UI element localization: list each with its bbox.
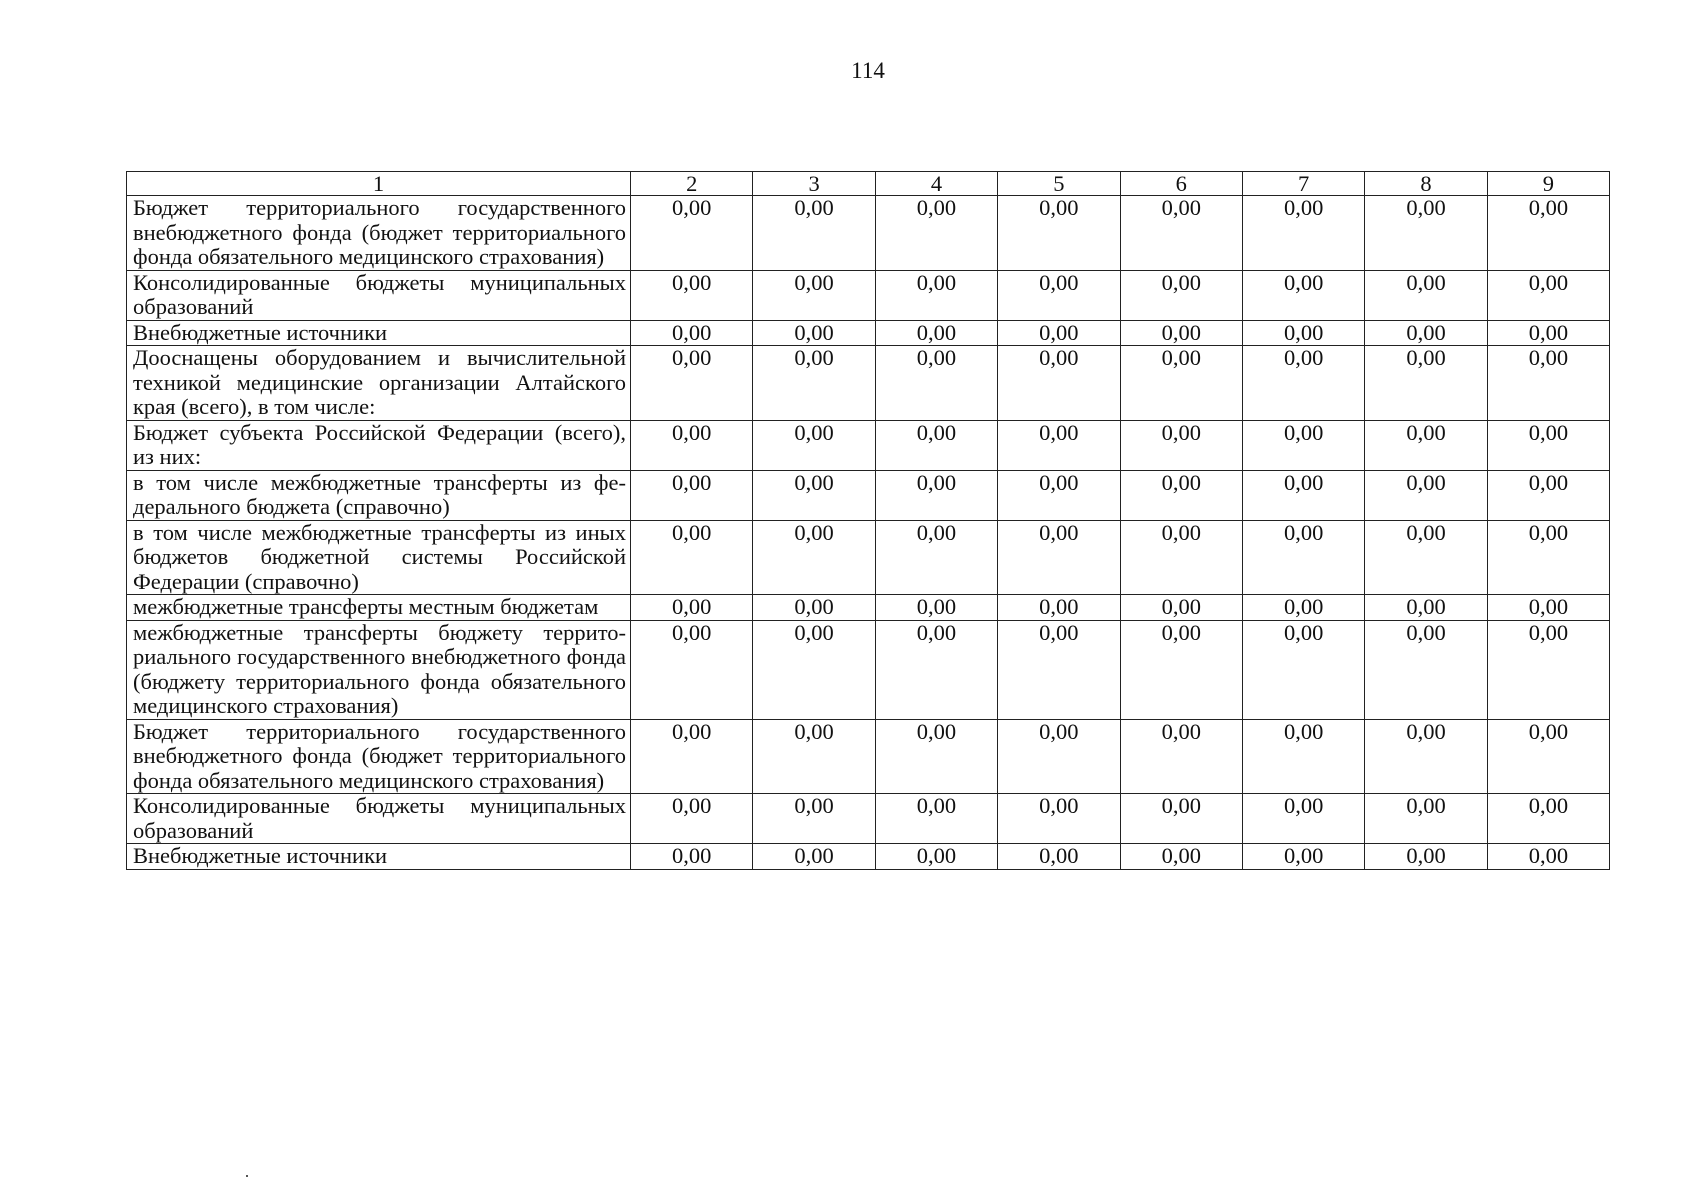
row-label: Бюджет субъекта Российской Федерации (всего), из них:	[127, 420, 631, 470]
value-cell: 0,00	[1120, 270, 1242, 320]
value-cell: 0,00	[998, 420, 1120, 470]
value-cell: 0,00	[753, 346, 875, 421]
value-cell: 0,00	[1242, 420, 1364, 470]
value-cell: 0,00	[631, 595, 753, 621]
value-cell: 0,00	[1487, 844, 1609, 870]
column-header: 3	[753, 172, 875, 196]
value-cell: 0,00	[631, 320, 753, 346]
value-cell: 0,00	[875, 719, 997, 794]
value-cell: 0,00	[998, 196, 1120, 271]
value-cell: 0,00	[1120, 794, 1242, 844]
value-cell: 0,00	[1487, 620, 1609, 719]
value-cell: 0,00	[1487, 270, 1609, 320]
table-row	[127, 595, 1610, 621]
value-cell: 0,00	[1487, 420, 1609, 470]
value-cell: 0,00	[753, 719, 875, 794]
value-cell: 0,00	[1242, 719, 1364, 794]
value-cell: 0,00	[998, 520, 1120, 595]
table-row	[127, 270, 1610, 320]
value-cell: 0,00	[1242, 520, 1364, 595]
value-cell: 0,00	[1242, 595, 1364, 621]
column-header: 2	[631, 172, 753, 196]
table-row	[127, 844, 1610, 870]
table-body	[127, 196, 1610, 870]
value-cell: 0,00	[875, 270, 997, 320]
row-label: Консолидированные бюджеты муниципальных образований	[127, 270, 631, 320]
row-label: Дооснащены оборудованием и вычислительной техникой медицинские организации Алтайского края (всего), в том числе:	[127, 346, 631, 421]
value-cell: 0,00	[1120, 595, 1242, 621]
value-cell: 0,00	[875, 346, 997, 421]
value-cell: 0,00	[998, 270, 1120, 320]
value-cell: 0,00	[1487, 595, 1609, 621]
value-cell: 0,00	[1487, 346, 1609, 421]
value-cell: 0,00	[875, 320, 997, 346]
table-row	[127, 520, 1610, 595]
row-label: Бюджет территориального государственного внебюджетного фонда (бюджет территориального фонда обязательного медицинского страхования)	[127, 196, 631, 271]
value-cell: 0,00	[631, 470, 753, 520]
value-cell: 0,00	[998, 794, 1120, 844]
table-row	[127, 470, 1610, 520]
column-number-row	[127, 172, 1610, 196]
row-label: межбюджетные трансферты местным бюджетам	[127, 595, 631, 621]
value-cell: 0,00	[1120, 196, 1242, 271]
column-header: 6	[1120, 172, 1242, 196]
table-row	[127, 794, 1610, 844]
value-cell: 0,00	[1487, 320, 1609, 346]
table-row	[127, 320, 1610, 346]
value-cell: 0,00	[998, 595, 1120, 621]
column-header: 5	[998, 172, 1120, 196]
value-cell: 0,00	[1365, 595, 1487, 621]
value-cell: 0,00	[753, 844, 875, 870]
value-cell: 0,00	[753, 520, 875, 595]
value-cell: 0,00	[631, 520, 753, 595]
value-cell: 0,00	[998, 346, 1120, 421]
value-cell: 0,00	[753, 320, 875, 346]
value-cell: 0,00	[1365, 719, 1487, 794]
value-cell: 0,00	[1120, 844, 1242, 870]
value-cell: 0,00	[875, 595, 997, 621]
value-cell: 0,00	[875, 620, 997, 719]
value-cell: 0,00	[875, 470, 997, 520]
value-cell: 0,00	[1365, 620, 1487, 719]
value-cell: 0,00	[1120, 420, 1242, 470]
value-cell: 0,00	[753, 196, 875, 271]
value-cell: 0,00	[631, 719, 753, 794]
value-cell: 0,00	[998, 320, 1120, 346]
value-cell: 0,00	[998, 844, 1120, 870]
value-cell: 0,00	[875, 420, 997, 470]
column-header: 4	[875, 172, 997, 196]
value-cell: 0,00	[1242, 346, 1364, 421]
value-cell: 0,00	[875, 794, 997, 844]
value-cell: 0,00	[631, 844, 753, 870]
value-cell: 0,00	[1242, 844, 1364, 870]
value-cell: 0,00	[1365, 346, 1487, 421]
table-row	[127, 719, 1610, 794]
value-cell: 0,00	[753, 595, 875, 621]
row-label: Бюджет территориального государственного внебюджетного фонда (бюджет территориального фонда обязательного медицинского страхования)	[127, 719, 631, 794]
value-cell: 0,00	[753, 470, 875, 520]
value-cell: 0,00	[1120, 346, 1242, 421]
page-number: 114	[851, 58, 885, 83]
value-cell: 0,00	[1242, 470, 1364, 520]
value-cell: 0,00	[753, 420, 875, 470]
budget-table	[126, 171, 1610, 870]
value-cell: 0,00	[1487, 794, 1609, 844]
value-cell: 0,00	[875, 196, 997, 271]
column-header: 1	[127, 172, 631, 196]
value-cell: 0,00	[998, 719, 1120, 794]
row-label: в том числе межбюджетные трансферты из федерального бюджета (справочно)	[127, 470, 631, 520]
table-row	[127, 196, 1610, 271]
value-cell: 0,00	[1120, 620, 1242, 719]
value-cell: 0,00	[1487, 520, 1609, 595]
value-cell: 0,00	[1487, 470, 1609, 520]
value-cell: 0,00	[631, 196, 753, 271]
value-cell: 0,00	[631, 346, 753, 421]
value-cell: 0,00	[1365, 844, 1487, 870]
value-cell: 0,00	[875, 520, 997, 595]
value-cell: 0,00	[998, 620, 1120, 719]
value-cell: 0,00	[631, 420, 753, 470]
row-label: межбюджетные трансферты бюджету территориального государственного внебюджетного фонда (бюджету территориального фонда обязательного медицинского страхования)	[127, 620, 631, 719]
value-cell: 0,00	[1242, 620, 1364, 719]
table-row	[127, 346, 1610, 421]
value-cell: 0,00	[631, 620, 753, 719]
value-cell: 0,00	[875, 844, 997, 870]
value-cell: 0,00	[1120, 470, 1242, 520]
value-cell: 0,00	[753, 270, 875, 320]
value-cell: 0,00	[1365, 794, 1487, 844]
value-cell: 0,00	[1120, 719, 1242, 794]
value-cell: 0,00	[1242, 794, 1364, 844]
value-cell: 0,00	[631, 270, 753, 320]
value-cell: 0,00	[1242, 270, 1364, 320]
column-header: 7	[1242, 172, 1364, 196]
value-cell: 0,00	[1365, 420, 1487, 470]
value-cell: 0,00	[753, 620, 875, 719]
scan-speck	[246, 1175, 248, 1177]
row-label: Консолидированные бюджеты муниципальных образований	[127, 794, 631, 844]
row-label: Внебюджетные источники	[127, 844, 631, 870]
value-cell: 0,00	[1242, 196, 1364, 271]
value-cell: 0,00	[1120, 520, 1242, 595]
value-cell: 0,00	[1487, 196, 1609, 271]
value-cell: 0,00	[1487, 719, 1609, 794]
value-cell: 0,00	[1242, 320, 1364, 346]
value-cell: 0,00	[1365, 520, 1487, 595]
value-cell: 0,00	[753, 794, 875, 844]
row-label: в том числе межбюджетные трансферты из иных бюджетов бюджетной системы Российской Федерации (справочно)	[127, 520, 631, 595]
value-cell: 0,00	[1365, 470, 1487, 520]
value-cell: 0,00	[1365, 320, 1487, 346]
value-cell: 0,00	[1365, 196, 1487, 271]
value-cell: 0,00	[1120, 320, 1242, 346]
column-header: 9	[1487, 172, 1609, 196]
value-cell: 0,00	[631, 794, 753, 844]
value-cell: 0,00	[998, 470, 1120, 520]
value-cell: 0,00	[1365, 270, 1487, 320]
row-label: Внебюджетные источники	[127, 320, 631, 346]
column-header: 8	[1365, 172, 1487, 196]
table-row	[127, 420, 1610, 470]
table-row	[127, 620, 1610, 719]
